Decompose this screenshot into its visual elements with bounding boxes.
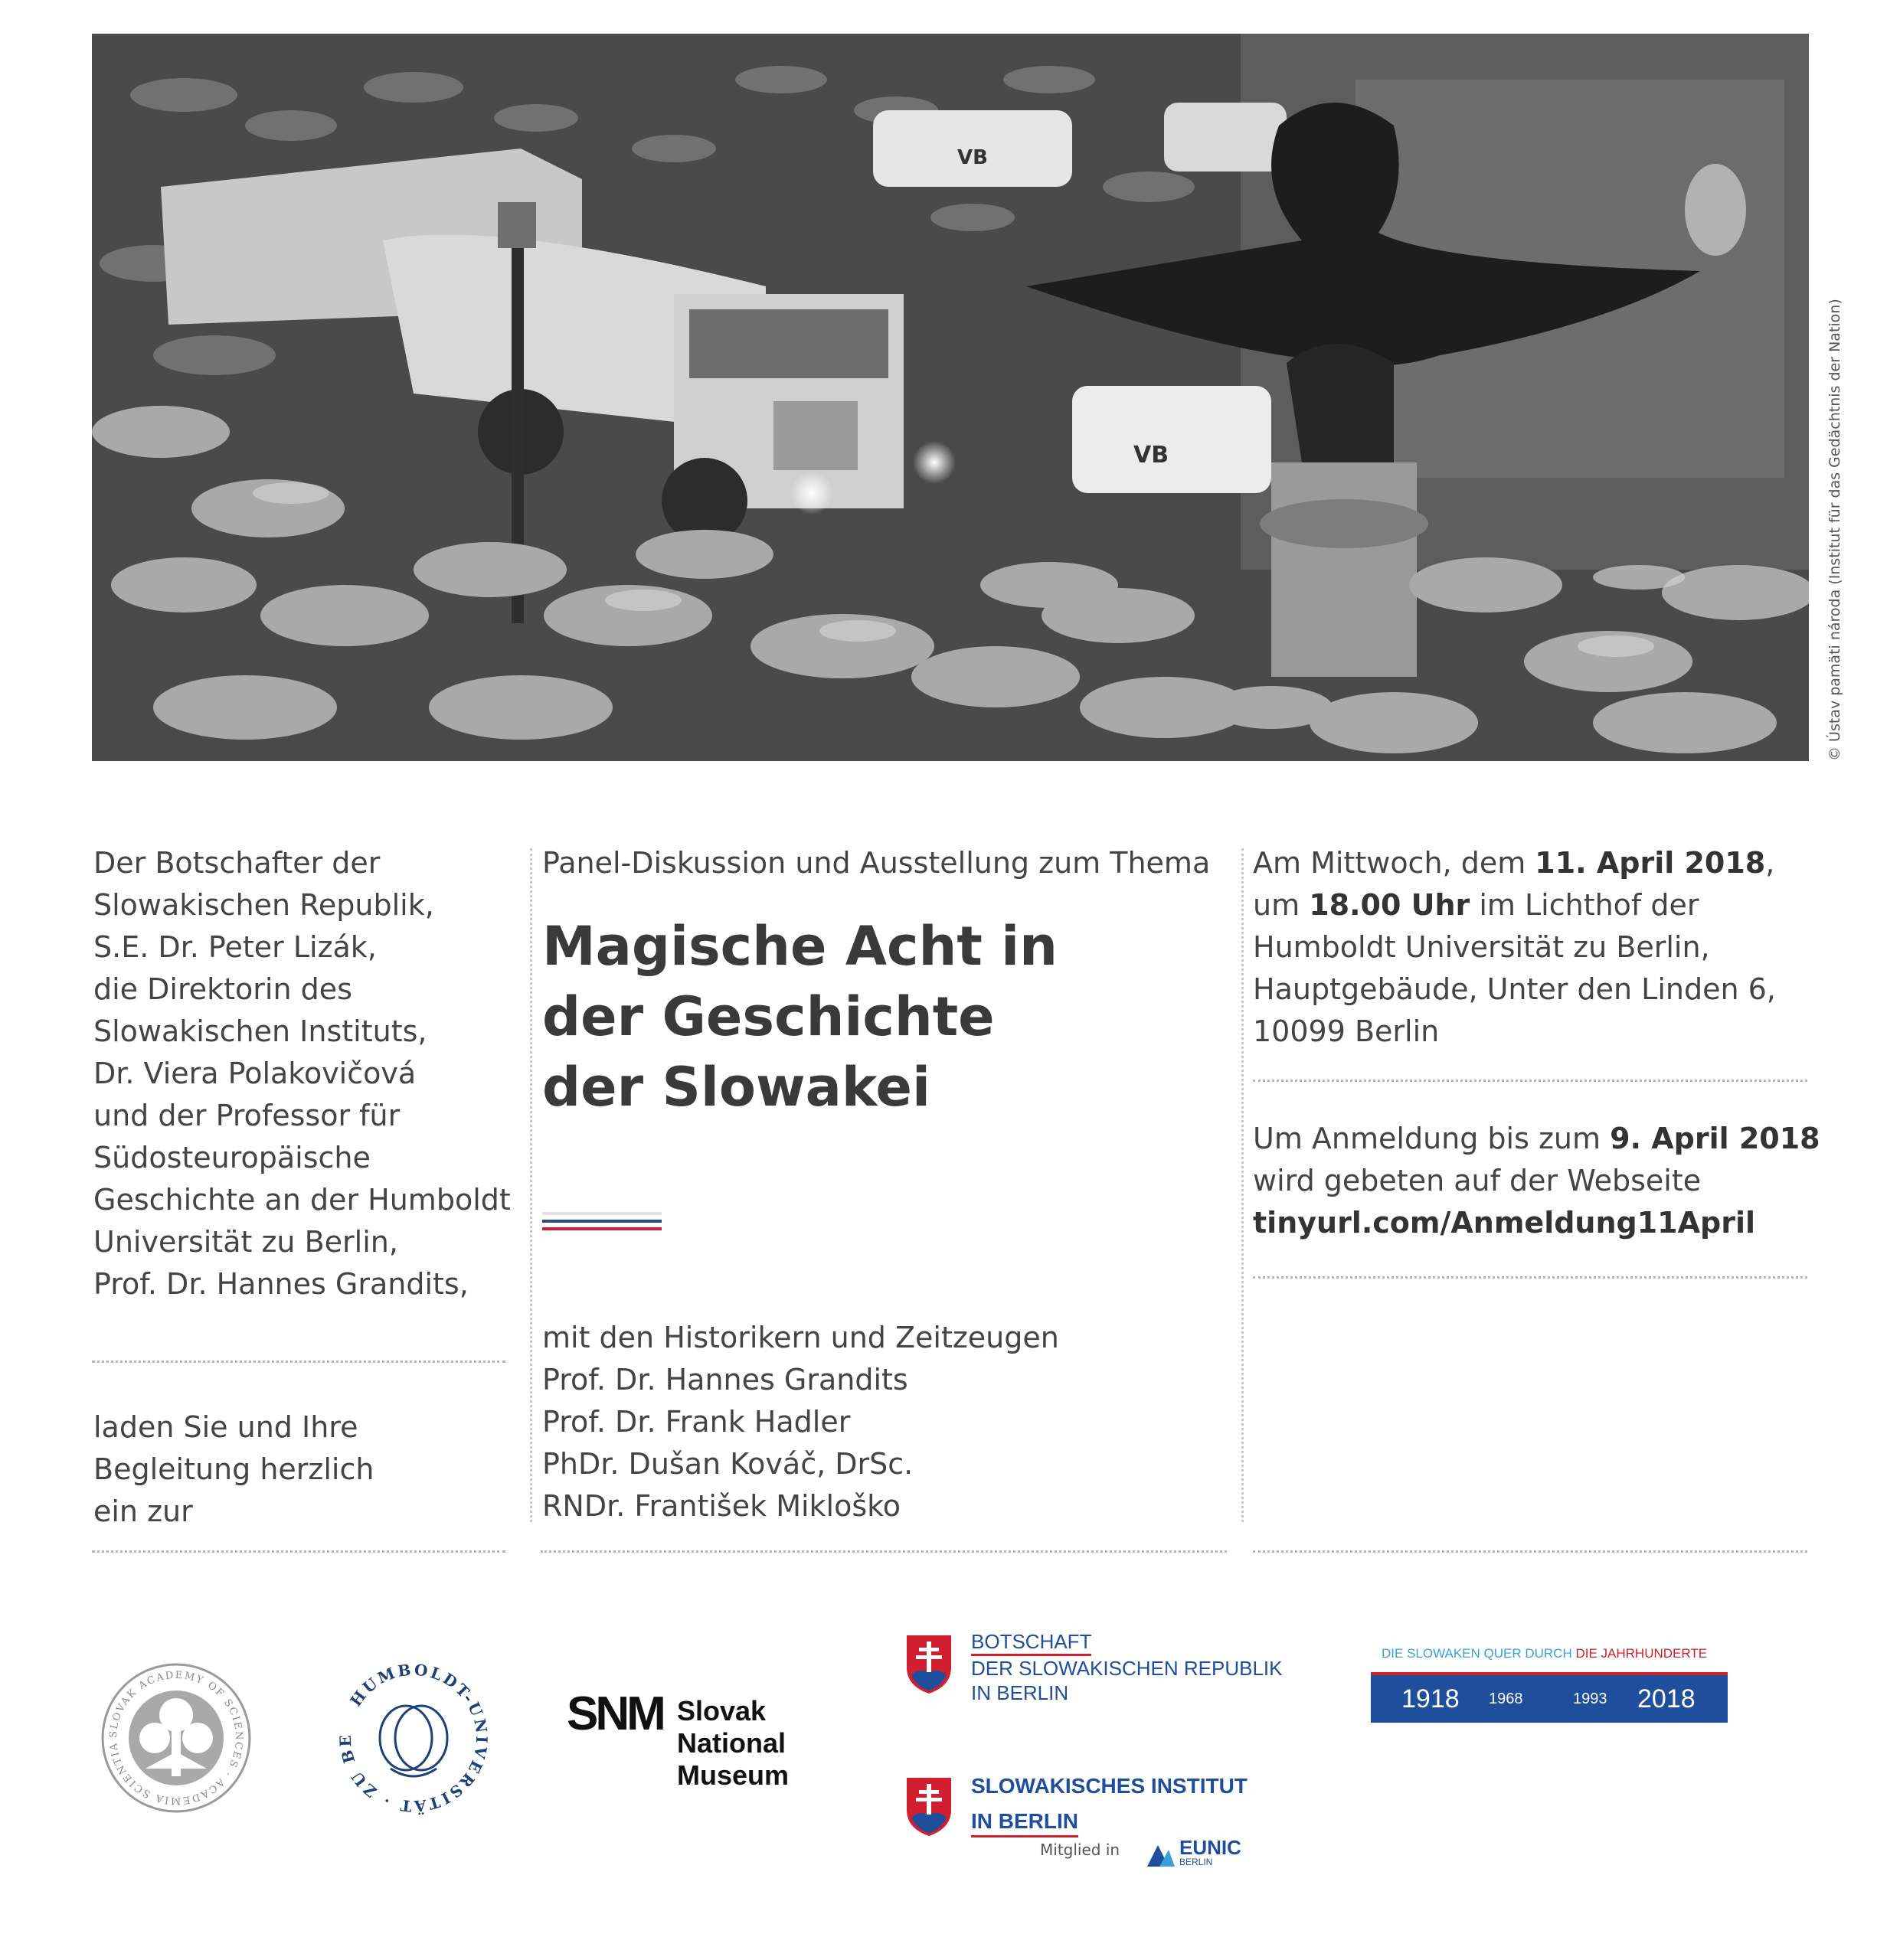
- embassy-line-3: IN BERLIN: [971, 1681, 1069, 1704]
- invite-line: Begleitung herzlich: [93, 1452, 374, 1486]
- stripe-blue: [542, 1220, 662, 1223]
- centuries-bar: [1371, 1675, 1728, 1723]
- centuries-headline-b: DIE JAHRHUNDERTE: [1575, 1646, 1708, 1661]
- city-line: 10099 Berlin: [1253, 1014, 1440, 1048]
- host-line: Der Botschafter der: [93, 846, 381, 880]
- sas-logo: [100, 1661, 253, 1815]
- embassy-line-1: BOTSCHAFT: [971, 1629, 1091, 1656]
- venue-prefix: im Lichthof der: [1470, 888, 1699, 922]
- host-line: Prof. Dr. Hannes Grandits,: [93, 1267, 469, 1301]
- snm-line: Slovak: [677, 1695, 767, 1726]
- host-line: die Direktorin des: [93, 972, 352, 1006]
- eunic-icon: [1146, 1841, 1176, 1868]
- hu-logo: [337, 1661, 490, 1815]
- speakers-block: [542, 1317, 1231, 1527]
- vb-mark-2: VB: [1133, 442, 1169, 469]
- year-1993: 1993: [1573, 1690, 1607, 1707]
- photo-credit: © Ústav pamäti národa (Institut für das Gedächtnis der Nation): [1826, 299, 1843, 761]
- right-divider-1: [1253, 1080, 1807, 1082]
- speaker-name: PhDr. Dušan Kováč, DrSc.: [542, 1447, 914, 1481]
- address-line: Hauptgebäude, Unter den Linden 6,: [1253, 972, 1776, 1006]
- snm-line: National: [677, 1727, 786, 1759]
- invite-text: [93, 1406, 522, 1533]
- snm-mark-icon: SNM: [567, 1687, 663, 1740]
- date-prefix: Am Mittwoch, dem: [1253, 846, 1535, 880]
- invite-line: ein zur: [93, 1494, 193, 1528]
- stripe-white: [542, 1212, 662, 1215]
- snm-wordmark: [677, 1695, 789, 1792]
- host-line: Slowakischen Republik,: [93, 888, 434, 922]
- event-kicker: Panel-Diskussion und Ausstellung zum Thema: [542, 846, 1211, 880]
- crowd-photo-illustration: [92, 34, 1809, 761]
- speaker-name: Prof. Dr. Frank Hadler: [542, 1405, 851, 1439]
- year-1968: 1968: [1489, 1690, 1523, 1707]
- invite-line: laden Sie und Ihre: [93, 1410, 358, 1444]
- sas-ring-text: SLOVAK ACADEMY OF SCIENCES · ACADEMIA SCIENTIA: [107, 1669, 245, 1807]
- sas-seal-icon: [100, 1661, 253, 1815]
- snm-line: Museum: [677, 1759, 790, 1791]
- centuries-headline: [1382, 1646, 1707, 1661]
- slovak-coat-of-arms-icon: [904, 1775, 954, 1838]
- registration-link[interactable]: tinyurl.com/Anmeldung11April: [1253, 1206, 1756, 1240]
- eunic-text: [1179, 1838, 1241, 1867]
- host-line: Südosteuropäische: [93, 1141, 371, 1174]
- centuries-logo: [1371, 1646, 1731, 1730]
- institute-line-1: SLOWAKISCHES INSTITUT: [971, 1774, 1248, 1798]
- embassy-line-2: DER SLOWAKISCHEN REPUBLIK: [971, 1657, 1283, 1680]
- institute-line-2: IN BERLIN: [971, 1808, 1078, 1838]
- time-prefix: um: [1253, 888, 1310, 922]
- event-title: [542, 911, 1231, 1122]
- stripe-red: [542, 1227, 662, 1230]
- right-divider-2: [1253, 1276, 1807, 1279]
- speakers-intro: mit den Historikern und Zeitzeugen: [542, 1321, 1059, 1354]
- hero-photo: [92, 34, 1809, 761]
- snm-logo: [567, 1687, 796, 1792]
- eunic-mark-icon: [1146, 1841, 1176, 1868]
- middle-divider: [541, 1550, 1227, 1553]
- registration-info: [1253, 1118, 1835, 1244]
- host-line: S.E. Dr. Peter Lizák,: [93, 930, 377, 964]
- venue-line: Humboldt Universität zu Berlin,: [1253, 930, 1710, 964]
- registration-line-2: wird gebeten auf der Webseite: [1253, 1164, 1702, 1197]
- embassy-name: [971, 1629, 1282, 1705]
- time-line: [1253, 884, 1835, 926]
- event-details: [1253, 842, 1835, 1053]
- event-date: 11. April 2018: [1535, 846, 1766, 880]
- column-divider-1: [530, 848, 532, 1522]
- right-divider-3: [1253, 1550, 1807, 1553]
- centuries-headline-a: DIE SLOWAKEN QUER DURCH: [1382, 1646, 1576, 1661]
- member-label: Mitglied in: [1040, 1841, 1120, 1859]
- title-line: Magische Acht in: [542, 915, 1058, 978]
- institute-logo: [904, 1769, 1302, 1876]
- date-line: [1253, 842, 1835, 884]
- eunic-sub: BERLIN: [1179, 1857, 1213, 1867]
- svg-text:HUMBOLDT-UNIVERSITÄT · ZU BERL: [337, 1661, 490, 1815]
- host-line: Universität zu Berlin,: [93, 1225, 398, 1259]
- slovak-coat-of-arms-icon: [904, 1632, 954, 1695]
- hu-ring-text: HUMBOLDT-UNIVERSITÄT · ZU BE: [337, 1661, 490, 1815]
- speaker-name: RNDr. František Mikloško: [542, 1489, 901, 1523]
- hosts-text: [93, 842, 522, 1305]
- date-comma: ,: [1765, 846, 1775, 880]
- column-divider-2: [1241, 848, 1244, 1522]
- host-line: und der Professor für: [93, 1099, 401, 1132]
- eunic-name: EUNIC: [1179, 1836, 1241, 1859]
- registration-line: [1253, 1118, 1835, 1160]
- embassy-logo: [904, 1629, 1302, 1713]
- hu-seal-icon: [337, 1661, 490, 1815]
- registration-prefix: Um Anmeldung bis zum: [1253, 1122, 1611, 1155]
- event-time: 18.00 Uhr: [1309, 888, 1470, 922]
- host-line: Slowakischen Instituts,: [93, 1014, 427, 1048]
- speaker-name: Prof. Dr. Hannes Grandits: [542, 1363, 908, 1396]
- year-2018: 2018: [1637, 1684, 1696, 1713]
- title-line: der Slowakei: [542, 1056, 931, 1119]
- title-line: der Geschichte: [542, 985, 995, 1048]
- flag-stripes: [542, 1212, 662, 1230]
- registration-date: 9. April 2018: [1610, 1122, 1820, 1155]
- left-divider-2: [92, 1550, 505, 1553]
- vb-mark-1: VB: [957, 146, 988, 169]
- host-line: Geschichte an der Humboldt: [93, 1183, 511, 1217]
- year-1918: 1918: [1401, 1684, 1460, 1713]
- institute-name: [971, 1769, 1248, 1839]
- left-divider-1: [92, 1361, 505, 1363]
- host-line: Dr. Viera Polakovičová: [93, 1057, 417, 1090]
